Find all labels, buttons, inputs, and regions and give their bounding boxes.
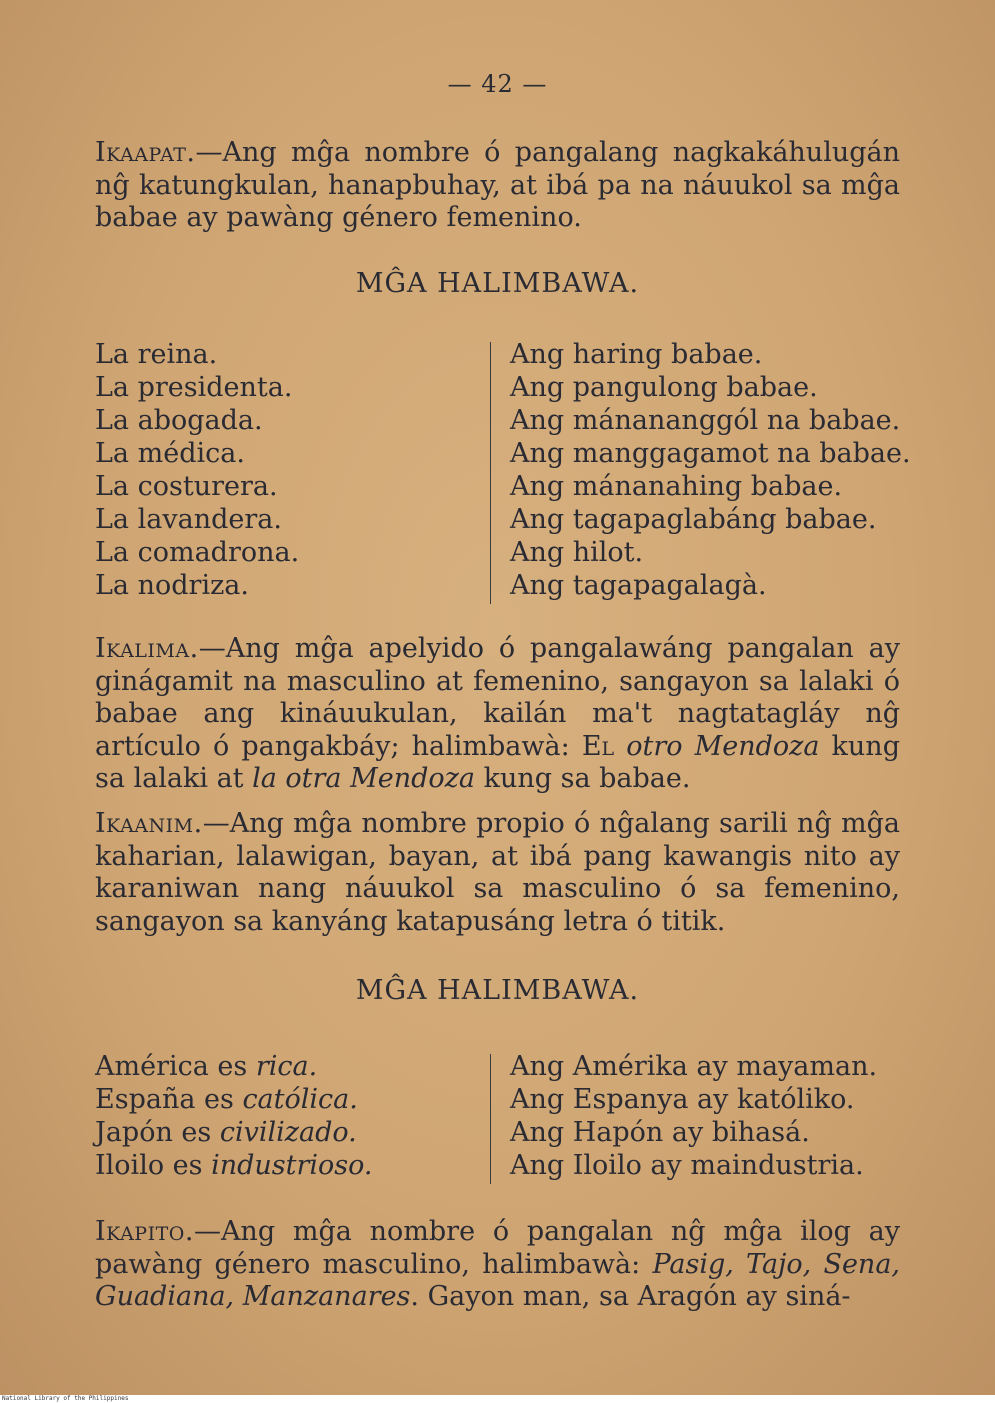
section-heading: MĜA HALIMBAWA. [355, 975, 640, 1006]
examples-table-2 [95, 1050, 900, 1190]
paragraph-lead: Ikapito. [95, 1216, 194, 1247]
example-row: Ang Iloilo ay maindustria. [510, 1150, 864, 1181]
article-el: El [581, 730, 615, 762]
tagalog-column [510, 1050, 905, 1182]
example-row: La reina. [95, 339, 218, 370]
example-adjective: industrioso. [211, 1150, 373, 1181]
example-row [95, 1116, 475, 1149]
example-row: Ang Amérika ay mayaman. [510, 1051, 878, 1082]
example-row: La médica. [95, 438, 245, 469]
paragraph-text: —Ang mĝa nombre ó pangalang nagkakáhulugán nĝ katungkulan, hanapbuhay, at ibá pa na náuukol sa mĝa babae ay pawàng género femenino. [95, 137, 900, 233]
example-row: La costurera. [95, 471, 278, 502]
example-row: La comadrona. [95, 537, 300, 568]
paragraph-text: kung sa lalaki at [95, 730, 900, 794]
paragraph-ikalima [95, 633, 900, 796]
paragraph-ikapito [95, 1216, 900, 1314]
paragraph-text: kung sa babae. [475, 763, 691, 794]
paragraph-text: —Ang mĝa apelyido ó pangalawáng pangalan ay ginágamit na masculino at femenino, sangayon sa lalaki ó babae ang kináuukulan, kailán ma't nagtatagláy nĝ artículo ó pangakbáy; halimbawà: [95, 633, 900, 762]
example-row: Ang Hapón ay bihasá. [510, 1117, 810, 1148]
column-divider [490, 342, 491, 604]
footer-credit: National Library of the Philippines [2, 1395, 129, 1402]
footer-strip [0, 1395, 995, 1403]
paragraph-text: . Gayon man, sa Aragón ay siná- [410, 1281, 851, 1312]
example-row: La presidenta. [95, 372, 293, 403]
spanish-column [95, 338, 475, 602]
example-row: Ang hilot. [510, 537, 644, 568]
column-divider [490, 1054, 491, 1184]
example-row: La nodriza. [95, 570, 249, 601]
example-row: Ang haring babae. [510, 339, 763, 370]
examples-table-1 [95, 338, 911, 608]
paragraph-text: —Ang mĝa nombre propio ó nĝalang sarili nĝ mĝa kaharian, lalawigan, bayan, at ibá pang kawangis nito ay karaniwan nang náuukol sa masculino ó sa femenino, sangayon sa kanyáng katapusáng letra ó titik. [95, 808, 900, 937]
example-row: Ang mánananggól na babae. [510, 405, 901, 436]
example-row [95, 1050, 475, 1083]
example-row: Ang mánanahing babae. [510, 471, 843, 502]
paragraph-ikaapat [95, 137, 900, 235]
page-number: — 42 — [447, 70, 548, 98]
example-row: La abogada. [95, 405, 263, 436]
example-otra: la otra Mendoza [252, 763, 475, 794]
paragraph-text: —Ang mĝa nombre ó pangalan nĝ mĝa ilog ay pawàng género masculino, halimbawà: [95, 1216, 900, 1280]
example-row: Ang Espanya ay katóliko. [510, 1084, 855, 1115]
example-row: La lavandera. [95, 504, 282, 535]
example-phrase: América es [95, 1051, 256, 1082]
example-row [95, 1083, 475, 1116]
example-adjective: civilizado. [219, 1117, 357, 1148]
example-phrase: Japón es [95, 1117, 220, 1148]
example-row: Ang manggagamot na babae. [510, 438, 911, 469]
river-names: Pasig, Tajo, Sena, Guadiana, Manzanares [95, 1248, 900, 1312]
paragraph-lead: Ikaapat. [95, 137, 196, 168]
section-heading: MĜA HALIMBAWA. [355, 268, 640, 299]
paragraph-lead: Ikaanim. [95, 808, 203, 839]
tagalog-column [510, 338, 911, 602]
example-row [95, 1149, 475, 1182]
example-otro: otro Mendoza [626, 730, 820, 762]
example-row: Ang pangulong babae. [510, 372, 818, 403]
paragraph-ikaanim [95, 808, 900, 938]
example-phrase: Iloilo es [95, 1150, 212, 1181]
example-adjective: rica. [255, 1051, 318, 1082]
example-phrase: España es [95, 1084, 243, 1115]
example-adjective: católica. [242, 1084, 358, 1115]
example-row: Ang tagapaglabáng babae. [510, 504, 877, 535]
spanish-column [95, 1050, 475, 1182]
paragraph-lead: Ikalima. [95, 633, 199, 664]
example-row: Ang tagapagalagà. [510, 570, 767, 601]
